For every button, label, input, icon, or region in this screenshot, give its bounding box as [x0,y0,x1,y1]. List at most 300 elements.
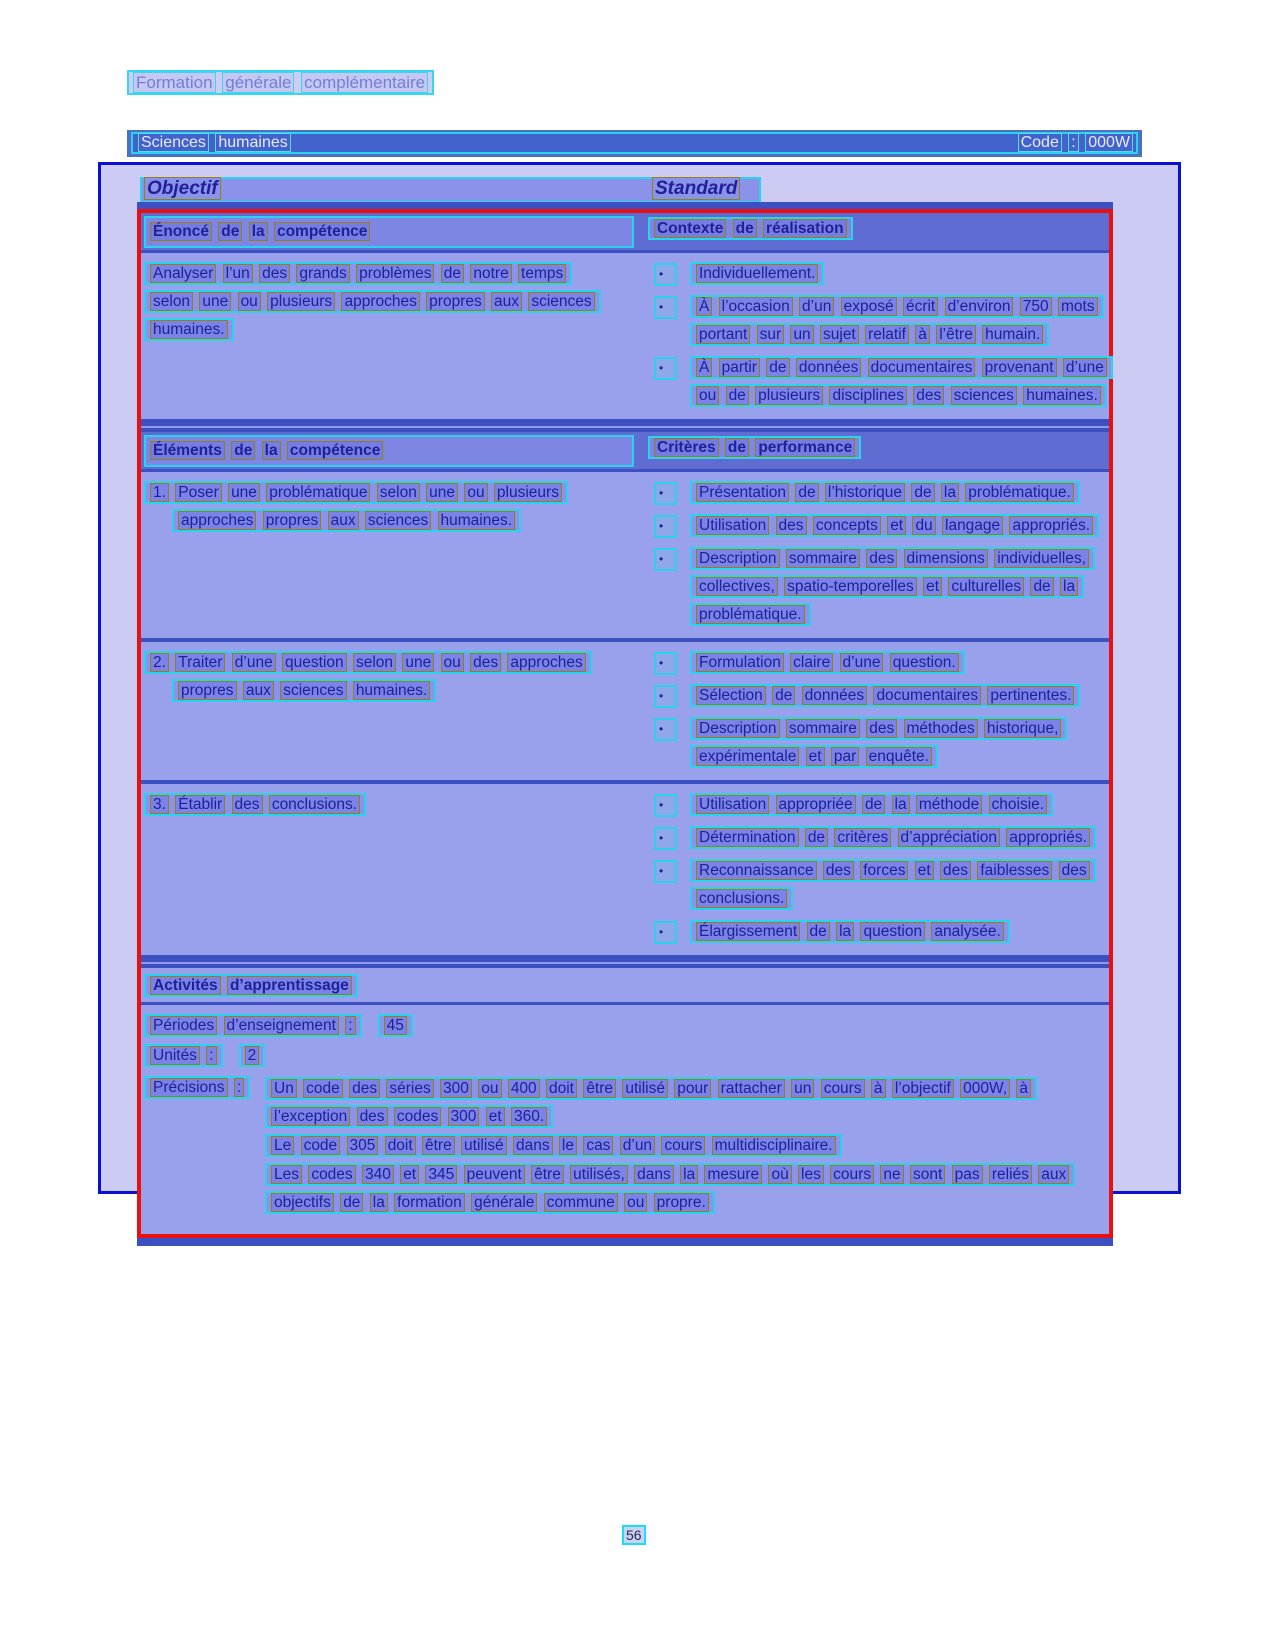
context-item-text-wrap [690,260,1110,288]
context-item-text [690,262,824,285]
word-box: multidisciplinaire. [712,1136,836,1155]
word-box: 750 [1020,297,1052,316]
word-box: de [795,483,818,502]
word-box: disciplines [829,386,907,405]
word-box: d’environ [945,297,1014,316]
word-box: code [301,1136,341,1155]
word-box: mesure [704,1165,762,1184]
context-cell [648,253,1110,419]
criteria-cell [648,784,1110,955]
code-badge [1017,134,1136,152]
word-box: sciences [280,681,346,700]
word-box: Reconnaissance [696,861,817,880]
precisions-paragraph [265,1075,1108,1131]
word-box: approches [507,653,585,672]
elements-header-cell [144,435,648,467]
word-box: expérimentale [696,747,799,766]
word-box: propres [178,681,237,700]
bullet-icon: • [654,263,677,286]
word-box: humaines. [353,681,431,700]
word-box: exposé [841,297,897,316]
word-box: 2 [245,1046,260,1065]
word-box: générale [471,1193,537,1212]
word-box: utilisé [622,1079,668,1098]
element-statement [174,796,361,813]
word-box: des [913,386,944,405]
word-box: question [860,922,925,941]
precisions-label [144,1076,250,1099]
word-box: cas [583,1136,613,1155]
bullet-icon: • [654,921,677,944]
activities-header-row [141,968,1109,1005]
word-box: l’occasion [719,297,793,316]
word-box: humaines. [1023,386,1101,405]
context-item [648,354,1110,410]
context-item-text [690,295,1104,346]
word-box: À [696,297,712,316]
word-box: concepts [813,516,881,535]
word-box: d’enseignement [224,1016,339,1035]
word-box: notre [470,264,511,283]
word-box: 300 [448,1107,480,1126]
element-text [144,793,366,816]
word-box: par [831,747,859,766]
word-box: code [303,1079,343,1098]
activities-fields [141,1005,1109,1234]
word-box: utilisés, [570,1165,628,1184]
word-box: 2. [150,653,169,672]
word-box: d’un [620,1136,655,1155]
word-box: question. [890,653,959,672]
contexte-header [648,217,853,240]
word-box: d’une [840,653,884,672]
word-box: du [912,516,935,535]
word-box: documentaires [873,686,981,705]
word-box: grands [296,264,349,283]
word-box: codes [394,1107,441,1126]
bullet-icon: • [654,685,677,708]
bullet-icon: • [654,296,677,319]
word-box: selon [353,653,396,672]
element-statement [174,484,563,529]
criteria-item-text [690,826,1096,849]
criteria-item [648,545,1110,629]
word-box: ou [238,292,261,311]
context-item [648,293,1110,349]
word-box: enquête. [866,747,932,766]
word-box: être [422,1136,455,1155]
element-text [144,651,592,702]
word-box: sciences [951,386,1017,405]
word-box: où [768,1165,791,1184]
word-box: complémentaire [301,72,428,93]
element-row [141,784,1109,955]
word-box: Code [1018,133,1062,152]
word-box: compétence [274,222,370,241]
element-number [149,796,170,813]
word-box: de [231,441,255,460]
bullet-icon: • [654,827,677,850]
criteria-item-text [690,717,1067,768]
word-box: de [726,386,749,405]
word-box: la [249,222,268,241]
element-number [149,654,170,671]
word-box: Traiter [175,653,225,672]
element-cell [141,472,648,638]
precisions-text [265,1134,842,1157]
contexte-header-cell [648,216,1109,248]
word-box: sciences [365,511,431,530]
criteria-item-text-wrap [690,682,1110,710]
element-statement [174,654,587,699]
word-box: mots [1058,297,1098,316]
element-text-wrap [144,479,624,535]
word-box: et [486,1107,505,1126]
word-box: des [940,861,971,880]
word-box: des [866,719,897,738]
word-box: des [1059,861,1090,880]
word-box: provenant [982,358,1057,377]
word-box: Contexte [654,219,726,238]
word-box: Description [696,549,780,568]
criteria-item-text-wrap [690,824,1110,852]
activities-header [144,974,358,997]
word-box: des [866,549,897,568]
criteria-item-text-wrap [690,715,1110,771]
word-box: : [345,1016,355,1035]
word-box: Individuellement. [696,264,818,283]
word-box: réalisation [763,219,847,238]
criteria-item [648,512,1110,540]
word-box: aux [328,511,359,530]
context-item [648,260,1110,288]
word-box: la [680,1165,698,1184]
word-box: Utilisation [696,795,769,814]
word-box: Les [271,1165,302,1184]
word-box: collectives, [696,577,778,596]
word-box: pour [674,1079,711,1098]
element-number [149,484,170,501]
word-box: ou [464,483,487,502]
word-box: des [259,264,290,283]
subject-banner [127,130,1142,157]
word-box: des [470,653,501,672]
word-box: approches [341,292,419,311]
context-item-text [690,356,1113,407]
word-box: sujet [820,325,859,344]
word-box: ou [624,1193,647,1212]
word-box: peuvent [464,1165,525,1184]
word-box: À [696,358,712,377]
word-box: à [1016,1079,1031,1098]
word-box: de [725,438,749,457]
word-box: des [823,861,854,880]
context-item-text-wrap [690,354,1110,410]
page-number [622,1527,646,1544]
criteria-item-text-wrap [690,479,1110,507]
statement-text [144,262,601,341]
word-box: la [892,795,910,814]
word-box: sur [757,325,785,344]
word-box: aux [1038,1165,1069,1184]
unites-value [239,1044,266,1067]
word-box: les [798,1165,824,1184]
criteria-item [648,824,1110,852]
unites-label [144,1044,223,1067]
word-box: pertinentes. [987,686,1074,705]
bullet-icon: • [654,482,677,505]
precisions-paragraph [265,1132,1108,1160]
criteria-item-text [690,920,1010,943]
word-box: 000W [1085,133,1133,152]
word-box: une [426,483,458,502]
word-box: individuelles, [994,549,1089,568]
word-box: objectifs [271,1193,334,1212]
word-box: utilisé [461,1136,507,1155]
bullet-icon: • [654,794,677,817]
word-box: analysée. [931,922,1003,941]
objectif-header [143,178,222,200]
word-box: la [836,922,854,941]
word-box: selon [377,483,420,502]
word-box: problèmes [356,264,434,283]
word-box: méthode [916,795,982,814]
word-box: Formulation [696,653,784,672]
competence-table [137,209,1113,1238]
word-box: : [234,1078,244,1097]
word-box: de [862,795,885,814]
word-box: portant [696,325,750,344]
statement-text-wrap [144,260,596,344]
word-box: de [911,483,934,502]
word-box: problématique. [965,483,1074,502]
periodes-row [144,1013,1109,1039]
word-box: être [531,1165,564,1184]
section-separator [141,419,1109,432]
word-box: des [357,1107,388,1126]
word-box: performance [755,438,855,457]
word-box: sommaire [786,549,860,568]
word-box: formation [394,1193,465,1212]
elements-header-band [141,432,1109,472]
criteria-item-text [690,547,1095,626]
word-box: un [790,325,813,344]
word-box: historique, [984,719,1062,738]
context-item-text-wrap [690,293,1110,349]
word-box: conclusions. [696,889,787,908]
word-box: des [776,516,807,535]
word-box: Critères [654,438,719,457]
element-cell [141,784,648,955]
word-box: appropriés. [1006,828,1090,847]
criteres-header-cell [648,435,1109,467]
word-box: humaines [215,133,290,152]
word-box: Précisions [150,1078,228,1097]
word-box: Établir [175,795,225,814]
bullet-icon: • [654,548,677,571]
word-box: 360. [511,1107,547,1126]
standard-sheet [98,162,1181,1211]
enonce-header [144,216,634,248]
enonce-row [141,253,1109,419]
word-box: doit [546,1079,577,1098]
word-box: un [791,1079,814,1098]
word-box: de [805,828,828,847]
word-box: Sélection [696,686,766,705]
title-line-box [127,70,434,95]
word-box: selon [150,292,193,311]
criteria-item-text-wrap [690,791,1110,819]
word-box: une [402,653,434,672]
title-text [132,73,429,92]
word-box: spatio-temporelles [784,577,917,596]
subject-label [133,134,292,152]
word-box: conclusions. [269,795,360,814]
word-box: partir [719,358,760,377]
section-separator [141,955,1109,968]
criteria-cell [648,642,1110,780]
word-box: l’être [936,325,976,344]
word-box: Standard [652,177,740,200]
criteria-item-text [690,651,965,674]
element-text-wrap [144,791,624,819]
word-box: Un [271,1079,297,1098]
word-box: une [228,483,260,502]
element-cell [141,642,648,780]
precisions-label-cell [144,1075,265,1218]
word-box: : [1068,133,1078,152]
word-box: Activités [150,976,221,995]
word-box: propres [263,511,322,530]
word-box: dimensions [904,549,988,568]
word-box: sont [910,1165,945,1184]
word-box: problématique [266,483,370,502]
word-box: Détermination [696,828,799,847]
word-box: : [206,1046,216,1065]
criteria-item-text [690,793,1053,816]
criteria-item-text-wrap [690,918,1110,946]
word-box: plusieurs [494,483,562,502]
criteria-item-text [690,859,1096,910]
precisions-row [144,1075,1109,1218]
word-box: ou [696,386,719,405]
word-box: la [1060,577,1078,596]
word-box: appropriée [776,795,856,814]
elements-header [144,435,634,467]
word-box: claire [790,653,833,672]
word-box: séries [386,1079,433,1098]
word-box: critères [834,828,891,847]
element-row [141,472,1109,642]
word-box: propres [426,292,485,311]
element-text [144,481,568,532]
precisions-body [265,1075,1108,1218]
word-box: Périodes [150,1016,217,1035]
word-box: données [796,358,861,377]
bullet-icon: • [654,860,677,883]
word-box: cours [821,1079,865,1098]
word-box: 300 [440,1079,472,1098]
word-box: données [802,686,867,705]
word-box: Formation [133,72,216,93]
criteria-cell [648,472,1110,638]
objectif-standard-band [140,177,761,203]
criteres-header [648,436,861,459]
word-box: appropriés. [1009,516,1093,535]
word-box: question [282,653,347,672]
word-box: codes [308,1165,355,1184]
word-box: la [262,441,281,460]
word-box: choisie. [989,795,1048,814]
word-box: commune [544,1193,618,1212]
word-box: d’un [799,297,834,316]
word-box: cours [830,1165,874,1184]
word-box: d’une [232,653,276,672]
word-box: ne [880,1165,903,1184]
word-box: aux [491,292,522,311]
word-box: sciences [528,292,594,311]
word-box: Éléments [150,441,225,460]
criteria-item-text [690,514,1099,537]
word-box: ou [478,1079,501,1098]
criteria-item-text [690,481,1080,504]
word-box: Élargissement [696,922,800,941]
word-box: et [923,577,942,596]
word-box: forces [860,861,908,880]
page-title [127,71,434,95]
word-box: la [941,483,959,502]
word-box: temps [518,264,566,283]
criteria-item [648,649,1110,677]
word-box: sommaire [786,719,860,738]
word-box: 400 [508,1079,540,1098]
word-box: documentaires [868,358,976,377]
bullet-icon: • [654,515,677,538]
word-box: 305 [347,1136,379,1155]
word-box: Unités [150,1046,200,1065]
word-box: Utilisation [696,516,769,535]
word-box: Analyser [150,264,216,283]
word-box: aux [243,681,274,700]
word-box: être [583,1079,616,1098]
word-box: plusieurs [267,292,335,311]
word-box: 340 [362,1165,394,1184]
word-box: d’une [1063,358,1107,377]
criteria-item-text-wrap [690,512,1110,540]
word-box: Sciences [138,133,209,152]
word-box: rattacher [718,1079,785,1098]
bullet-icon: • [654,652,677,675]
criteria-item [648,479,1110,507]
word-box: et [915,861,934,880]
word-box: générale [222,72,294,93]
word-box: écrit [903,297,938,316]
word-box: à [915,325,930,344]
criteria-item-text [690,684,1080,707]
precisions-text [265,1077,1037,1128]
word-box: cours [661,1136,705,1155]
standard-header [651,178,741,200]
word-box: de [441,264,464,283]
word-box: à [871,1079,886,1098]
criteria-item-text-wrap [690,545,1110,629]
word-box: de [1030,577,1053,596]
word-box: l’un [223,264,253,283]
word-box: de [218,222,242,241]
criteria-item-text-wrap [690,857,1110,913]
word-box: approches [178,511,256,530]
word-box: 45 [384,1016,407,1035]
